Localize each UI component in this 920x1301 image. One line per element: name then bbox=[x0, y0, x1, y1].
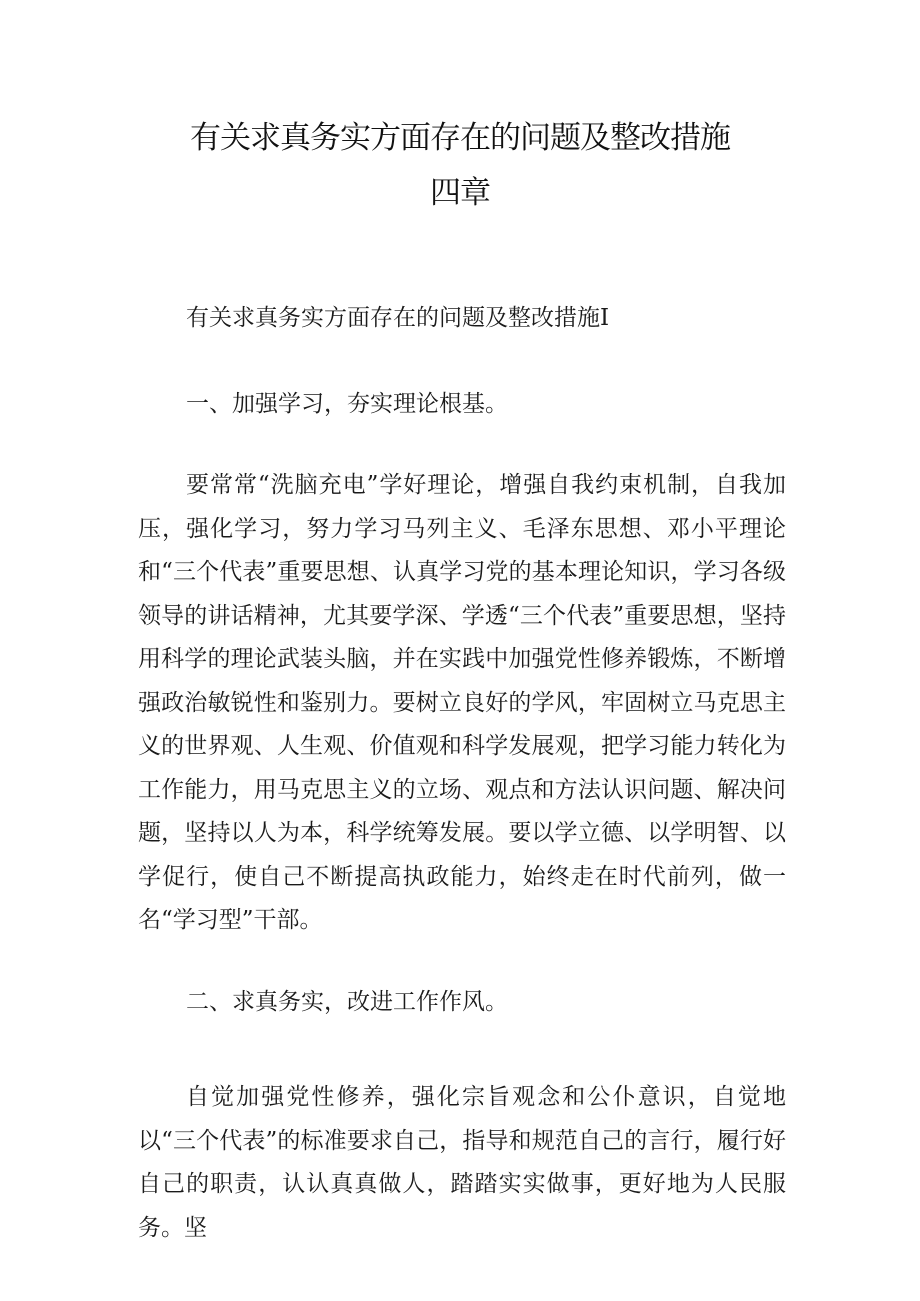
document-title: 有关求真务实方面存在的问题及整改措施 bbox=[190, 120, 730, 156]
document-title-subline: 四章 bbox=[430, 175, 490, 211]
paragraph-one: 要常常“洗脑充电”学好理论，增强自我约束机制，自我加压，强化学习，努力学习马列主义、毛泽东思想、邓小平理论和“三个代表”重要思想、认真学习党的基本理论知识，学习各级领导的讲话精神，尤其要学深、学透“三个代表”重要思想，坚持用科学的理论武装头脑，并在实践中加强党性修养锻炼，不断增强政治敏锐性和鉴别力。要树立良好的学风，牢固树立马克思主义的世界观、人生观、价值观和科学发展观，把学习能力转化为工作能力，用马克思主义的立场、观点和方法认识问题、解决问题，坚持以人为本，科学统筹发展。要以学立德、以学明智、以学促行，使自己不断提高执政能力，始终走在时代前列，做一名“学习型”干部。 bbox=[138, 472, 786, 933]
paragraph-two: 自觉加强党性修养，强化宗旨观念和公仆意识，自觉地以“三个代表”的标准要求自己，指导和规范自己的言行，履行好自己的职责，认认真真做人，踏踏实实做事，更好地为人民服务。坚 bbox=[138, 1084, 786, 1241]
section-title: 有关求真务实方面存在的问题及整改措施Ⅰ bbox=[186, 305, 610, 331]
heading-one: 一、加强学习，夯实理论根基。 bbox=[186, 391, 508, 417]
heading-two: 二、求真务实，改进工作作风。 bbox=[186, 989, 508, 1015]
